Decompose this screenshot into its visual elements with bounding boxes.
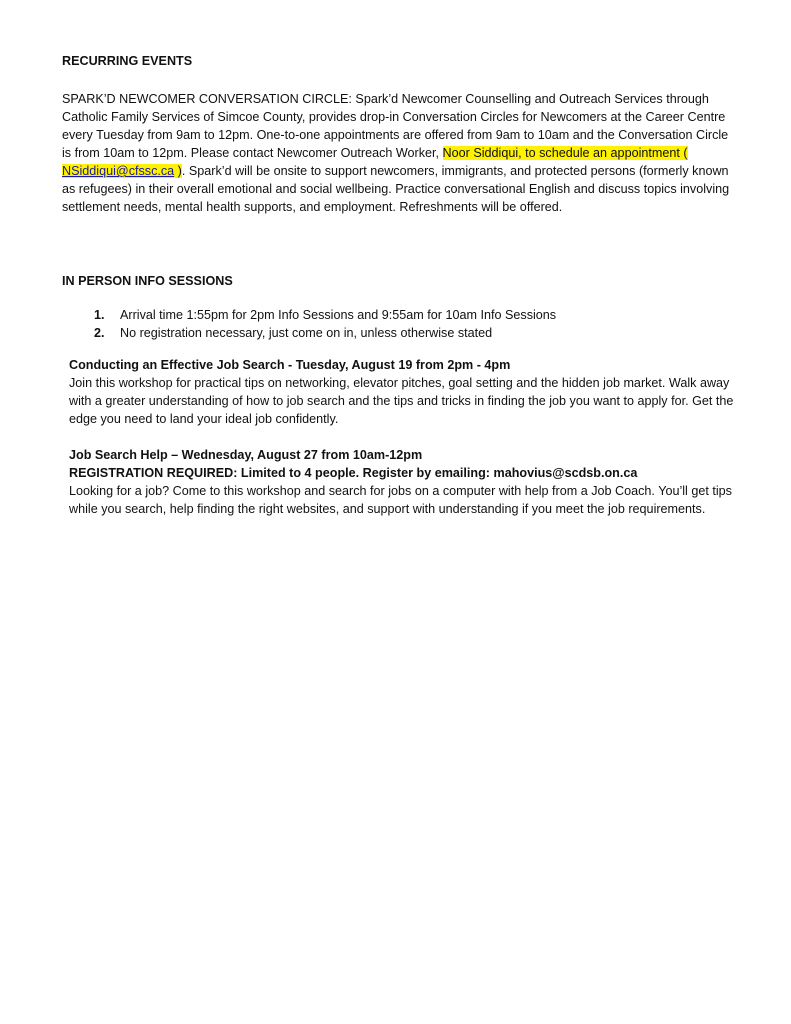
document-page <box>62 52 737 518</box>
highlight-close: ) <box>174 164 182 178</box>
recurring-events-heading: RECURRING EVENTS <box>62 54 193 68</box>
paragraph-text-end: . Spark’d will be onsite to support newcomers, immigrants, and protected persons (formerly known as refugees) in their overall emotional and social wellbeing. Practice conversational English and discuss topics involving settlement needs, mental health supports, and employment. Refreshments will be offered. <box>62 164 730 214</box>
event-registration: REGISTRATION REQUIRED: Limited to 4 people. Register by emailing: mahovius@scdsb.on.ca <box>69 466 638 480</box>
event-job-search-help <box>69 446 737 518</box>
highlight-text: Noor Siddiqui, to schedule an appointment ( <box>442 146 688 160</box>
email-link-nsiddiqui[interactable]: NSiddiqui@cfssc.ca <box>62 164 175 178</box>
event-description: Looking for a job? Come to this workshop and search for jobs on a computer with help from a Job Coach. You’ll get tips while you search, help finding the right websites, and support with understanding if you meet the job requirements. <box>69 484 732 516</box>
event-title: Job Search Help – Wednesday, August 27 from 10am-12pm <box>69 448 423 462</box>
info-sessions-list <box>62 306 737 342</box>
info-sessions-section <box>62 272 737 518</box>
event-job-search <box>69 356 737 428</box>
info-sessions-heading: IN PERSON INFO SESSIONS <box>62 274 233 288</box>
events-list <box>69 356 737 518</box>
list-item: 2. No registration necessary, just come on in, unless otherwise stated <box>108 324 737 342</box>
event-description: Join this workshop for practical tips on networking, elevator pitches, goal setting and the hidden job market. Walk away with a greater understanding of how to job search and the tips and tricks in finding the job you want to apply for. Get the edge you need to land your ideal job confidently. <box>69 376 734 426</box>
conversation-circle-paragraph <box>62 90 737 216</box>
list-item: 1. Arrival time 1:55pm for 2pm Info Sessions and 9:55am for 10am Info Sessions <box>108 306 737 324</box>
paragraph-text-start: SPARK’D NEWCOMER CONVERSATION CIRCLE: Spark’d Newcomer Counselling and Outreach Services through Catholic Family Services of Simcoe County, provides drop-in Conversation Circles for Newcomers at the Career Centre every Tuesday from 9am to 12pm. One-to-one appointments are offered from 9am to 10am and the Conversation Circle is from 10am to 12pm. Please contact Newcomer Outreach Worker, <box>62 92 729 160</box>
event-title: Conducting an Effective Job Search - Tuesday, August 19 from 2pm - 4pm <box>69 358 511 372</box>
